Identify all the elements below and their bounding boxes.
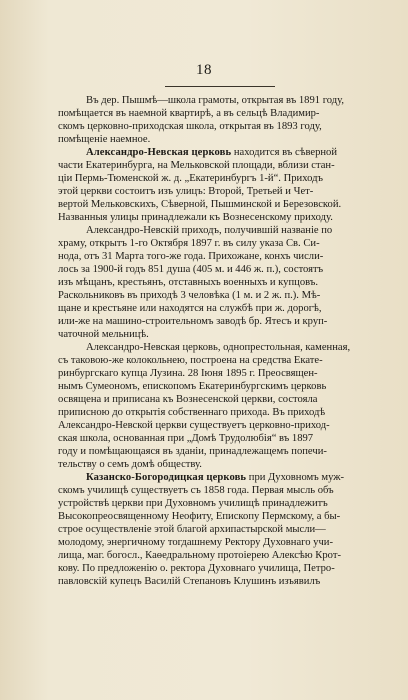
body-text [58,94,388,588]
text-line: ринбургскаго купца Лузина. 28 Іюня 1895 г. Преосвящен- [58,368,318,379]
text-line: изъ мѣщанъ, крестьянъ, отставныхъ военныхъ и купцовъ. [58,277,318,288]
text-line: Названныя улицы принадлежали къ Вознесенскому приходу. [58,212,333,223]
text-line: щане и крестьяне или находятся на службѣ при ж. дорогѣ, [58,303,322,314]
text-line: устройствѣ церкви при Духовномъ училищѣ принадлежитъ [58,498,328,509]
text-line: кову. По предложенію о. ректора Духовнаго училища, Петро- [58,563,335,574]
text-line: или-же на машино-строительномъ заводѣ бр. Ятесъ и круп- [58,316,328,327]
text-line: ская школа, основанная при „Домѣ Трудолюбія“ въ 1897 [58,433,314,444]
text-line: вертой Мельковскихъ, Сѣверной, Пышминской и Березовской. [58,199,342,210]
paragraph-alexander-nevsky-church [58,146,388,224]
text-line: храму, открытъ 1-го Октября 1897 г. въ силу указа Св. Си- [58,238,320,249]
header-rule [165,86,275,87]
text-line: Раскольниковъ въ приходѣ 3 человѣка (1 м. и 2 ж. п.). Мѣ- [58,290,321,301]
page-number: 18 [196,62,212,78]
text-fragment: при Духовномъ муж- [246,472,345,483]
text-line: чаточной мельницѣ. [58,329,149,340]
text-line: скомъ училищѣ существуетъ съ 1858 года. Первая мысль объ [58,485,334,496]
text-line: лища, маг. богосл., Каѳедральному протоіерею Алексѣю Крот- [58,550,341,561]
text-line: части Екатеринбурга, на Мельковской площади, вблизи стан- [58,160,335,171]
text-line: Въ дер. Пышмѣ—школа грамоты, открытая въ 1891 году, [86,95,345,106]
paragraph-schools [58,94,388,146]
text-line: году и помѣщающаяся въ зданіи, принадлежащемъ попечи- [58,446,327,457]
text-line: скомъ церковно-приходская школа, открытая въ 1893 году, [58,121,322,132]
paragraph-church-building [58,341,388,471]
text-line: помѣщается въ наемной квартирѣ, а въ сельцѣ Владимир- [58,108,320,119]
text-line: приписною до открытія собственнаго прихода. Въ приходѣ [58,407,326,418]
text-line: Александро-Невскій приходъ, получившій названіе по [86,225,333,236]
text-line: нымъ Сумеономъ, епископомъ Екатеринбургскимъ церковь [58,381,327,392]
church-heading: Александро-Невская церковь [86,147,232,158]
text-line: Александро-Невской церкви существуетъ церковно-приход- [58,420,330,431]
text-line [58,471,388,484]
text-line [58,146,388,159]
church-heading: Казанско-Богородицкая церковь [86,472,247,483]
text-line: съ таковою-же колокольнею, построена на средства Екате- [58,355,323,366]
text-line: тельству о семъ домѣ обществу. [58,459,202,470]
text-line: павловскій купецъ Василій Степановъ Клушинъ изъявилъ [58,576,321,587]
text-line: Высокопреосвященному Неофиту, Епископу Пермскому, а бы- [58,511,341,522]
text-line: лось за 1900-й годъ 851 душа (405 м. и 446 ж. п.), состоятъ [58,264,324,275]
text-line: строе осуществленіе этой благой архипастырской мысли— [58,524,326,535]
text-line: молодому, энергичному тогдашнему Ректору Духовнаго учи- [58,537,333,548]
text-line: помѣщеніе наемное. [58,134,151,145]
text-line: ціи Пермь-Тюменской ж. д. „Екатеринбургъ 1-й“. Приходъ [58,173,323,184]
text-line: нода, отъ 31 Марта того-же года. Прихожане, конхъ числи- [58,251,324,262]
text-fragment: находится въ сѣверной [231,147,338,158]
text-line: освящена и приписана къ Вознесенской церкви, состояла [58,394,318,405]
text-line: этой церкви состоитъ изъ улицъ: Второй, Третьей и Чет- [58,186,314,197]
text-line: Александро-Невская церковь, однопрестольная, каменная, [86,342,351,353]
paragraph-kazan-church [58,471,388,588]
paragraph-parish [58,224,388,341]
